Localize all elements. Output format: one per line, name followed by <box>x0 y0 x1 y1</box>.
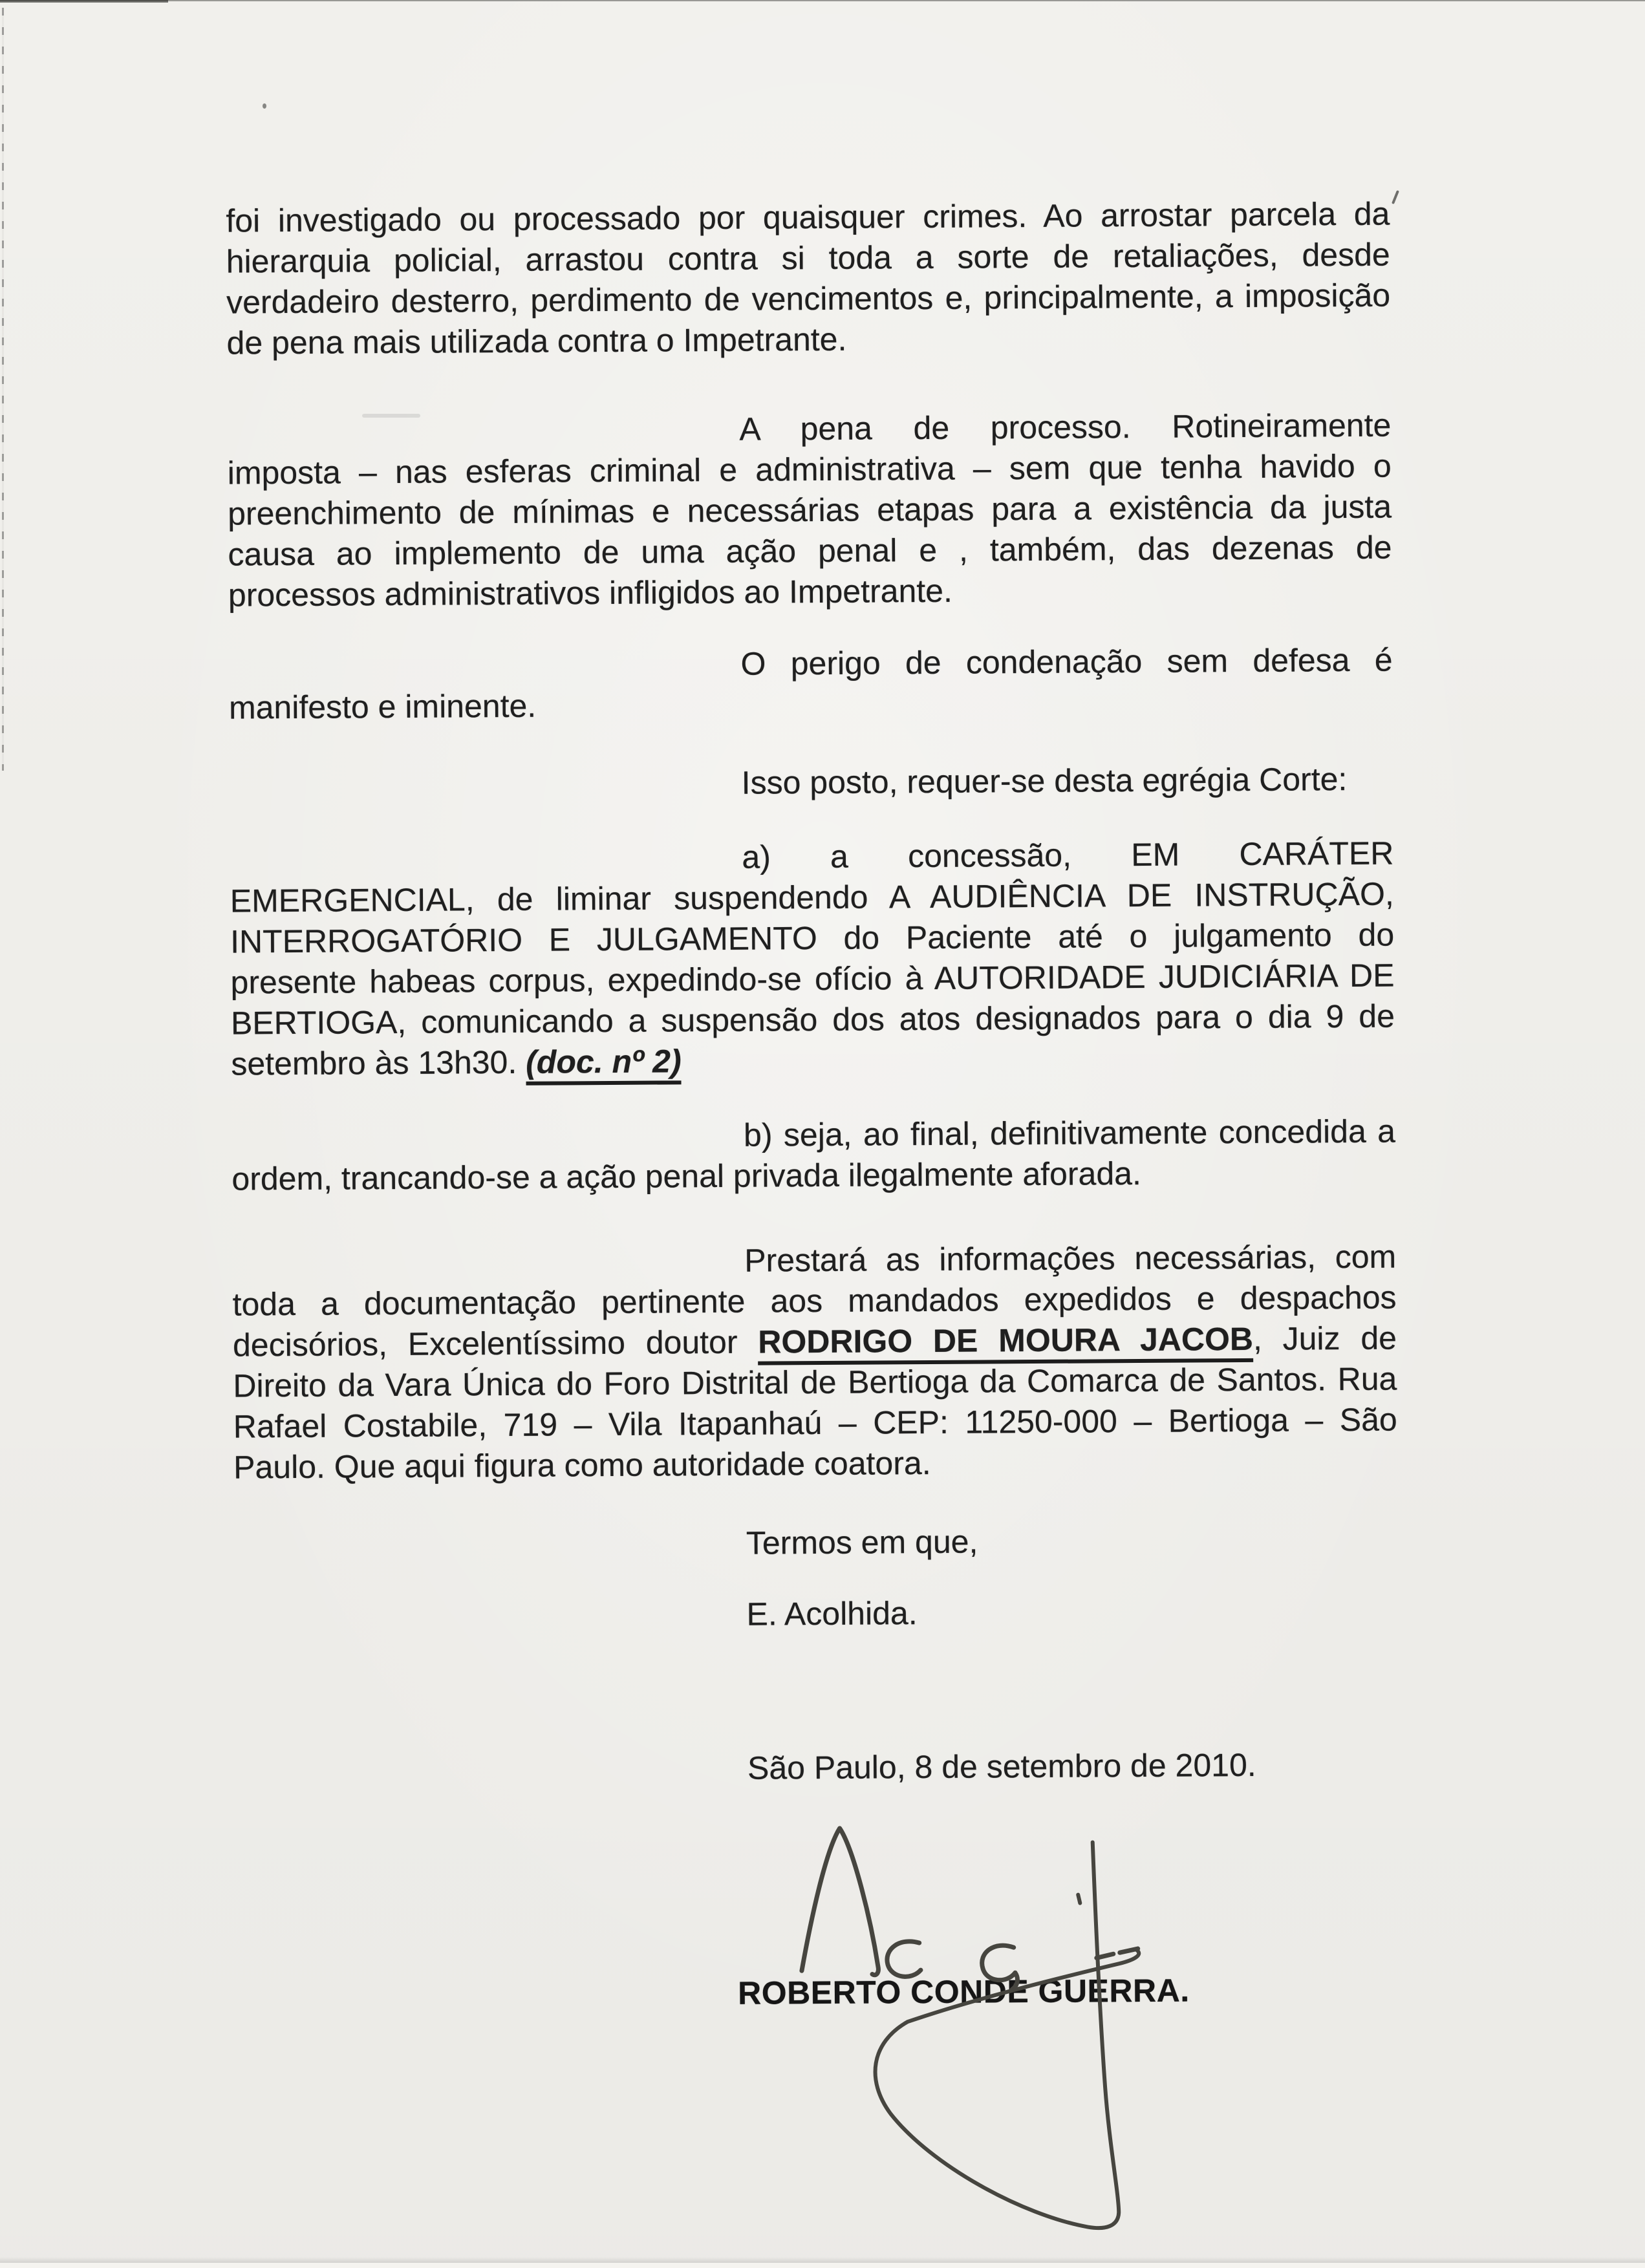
closing-acolhida <box>234 1590 1398 1638</box>
text-line <box>230 833 1393 881</box>
text-line <box>233 1440 1397 1488</box>
paragraph-continuation <box>226 194 1391 364</box>
text-line <box>230 915 1394 963</box>
text-line <box>228 446 1392 494</box>
text-line <box>229 681 1393 729</box>
text-line <box>226 235 1390 283</box>
text-line <box>232 1278 1396 1325</box>
text-line <box>233 1400 1397 1448</box>
text-line <box>233 1318 1397 1366</box>
text-line <box>230 759 1393 807</box>
text-line <box>234 1590 1398 1638</box>
body-text: setembro às 13h30. <box>231 1043 526 1082</box>
body-text: Isso posto, requer-se desta egrégia Corte: <box>741 761 1348 801</box>
request-item-b <box>231 1111 1396 1200</box>
paragraph-perigo-condenacao <box>228 640 1393 729</box>
text-line <box>226 194 1390 242</box>
emphasized-text: (doc. nº 2) <box>526 1043 682 1085</box>
signatory-name: ROBERTO CONDE GUERRA. <box>737 1972 1190 2011</box>
text-line <box>231 996 1395 1044</box>
body-text: Paulo. Que aqui figura como autoridade coatora. <box>233 1444 931 1486</box>
body-text: O perigo de condenação sem defesa é <box>740 641 1393 682</box>
body-text: BERTIOGA, comunicando a suspensão dos atos designados para o dia 9 de <box>230 998 1395 1042</box>
body-text: causa ao implemento de uma ação penal e , também, das dezenas de <box>228 529 1392 573</box>
document-body <box>226 194 1399 1792</box>
body-text: Rafael Costabile, 719 – Vila Itapanhaú – CEP: 11250-000 – Bertioga – São <box>233 1401 1397 1445</box>
body-text: preenchimento de mínimas e necessárias etapas para a existência da justa <box>227 488 1392 532</box>
text-line <box>228 487 1392 535</box>
body-text: verdadeiro desterro, perdimento de vencimentos e, principalmente, a imposição <box>226 277 1391 321</box>
body-text: Prestará as informações necessárias, com <box>744 1238 1397 1279</box>
body-text: A pena de processo. Rotineiramente <box>739 407 1392 447</box>
body-text: São Paulo, 8 de setembro de 2010. <box>747 1746 1256 1786</box>
text-line <box>226 316 1390 364</box>
scan-artifact-top-corner <box>0 0 168 3</box>
paragraph-autoridade-coatora <box>232 1237 1397 1488</box>
closing-termos <box>234 1519 1398 1567</box>
text-line <box>230 956 1394 1003</box>
request-item-a <box>230 833 1395 1085</box>
body-text: imposta – nas esferas criminal e administrativa – sem que tenha havido o <box>227 447 1392 491</box>
body-text: hierarquia policial, arrastou contra si toda a sorte de retaliações, desde <box>226 236 1390 280</box>
body-text: manifesto e iminente. <box>228 687 537 726</box>
text-line <box>228 640 1392 688</box>
body-text: presente habeas corpus, expedindo-se ofício à AUTORIDADE JUDICIÁRIA DE <box>230 957 1395 1001</box>
text-line <box>231 1111 1395 1159</box>
body-text: b) seja, ao final, definitivamente concedida a <box>743 1113 1396 1153</box>
body-text: foi investigado ou processado por quaisquer crimes. Ao arrostar parcela da <box>226 195 1390 239</box>
body-text: ordem, trancando-se a ação penal privada ilegalmente aforada. <box>231 1155 1142 1197</box>
text-line <box>235 1744 1399 1792</box>
body-text: Direito da Vara Única do Foro Distrital de Bertioga da Comarca de Santos. Rua <box>233 1360 1397 1404</box>
body-text: Termos em que, <box>746 1523 978 1561</box>
text-line <box>226 275 1390 323</box>
body-text: de pena mais utilizada contra o Impetrante. <box>226 321 847 361</box>
body-text: , Juiz de <box>1253 1320 1397 1357</box>
text-line <box>232 1237 1396 1285</box>
text-line <box>233 1359 1397 1407</box>
body-text: E. Acolhida. <box>746 1595 918 1632</box>
text-line <box>234 1519 1398 1567</box>
body-text: EMERGENCIAL, de liminar suspendendo A AUDIÊNCIA DE INSTRUÇÃO, <box>230 875 1394 919</box>
body-text: processos administrativos infligidos ao Impetrante. <box>228 572 953 614</box>
date-line <box>235 1744 1399 1792</box>
body-text: decisórios, Excelentíssimo doutor <box>232 1323 758 1364</box>
text-line <box>228 568 1392 616</box>
emphasized-text: RODRIGO DE MOURA JACOB <box>758 1321 1253 1365</box>
body-text: a) a concessão, EM CARÁTER <box>742 835 1394 875</box>
paragraph-isso-posto <box>230 759 1393 807</box>
text-line <box>227 405 1391 453</box>
paragraph-pena-de-processo <box>227 405 1392 616</box>
text-line <box>231 1152 1395 1200</box>
text-line <box>230 874 1394 922</box>
body-text: toda a documentação pertinente aos mandados expedidos e despachos <box>232 1279 1397 1323</box>
body-text: INTERROGATÓRIO E JULGAMENTO do Paciente até o julgamento do <box>230 916 1395 960</box>
text-line <box>228 528 1392 575</box>
text-line <box>231 1037 1395 1085</box>
